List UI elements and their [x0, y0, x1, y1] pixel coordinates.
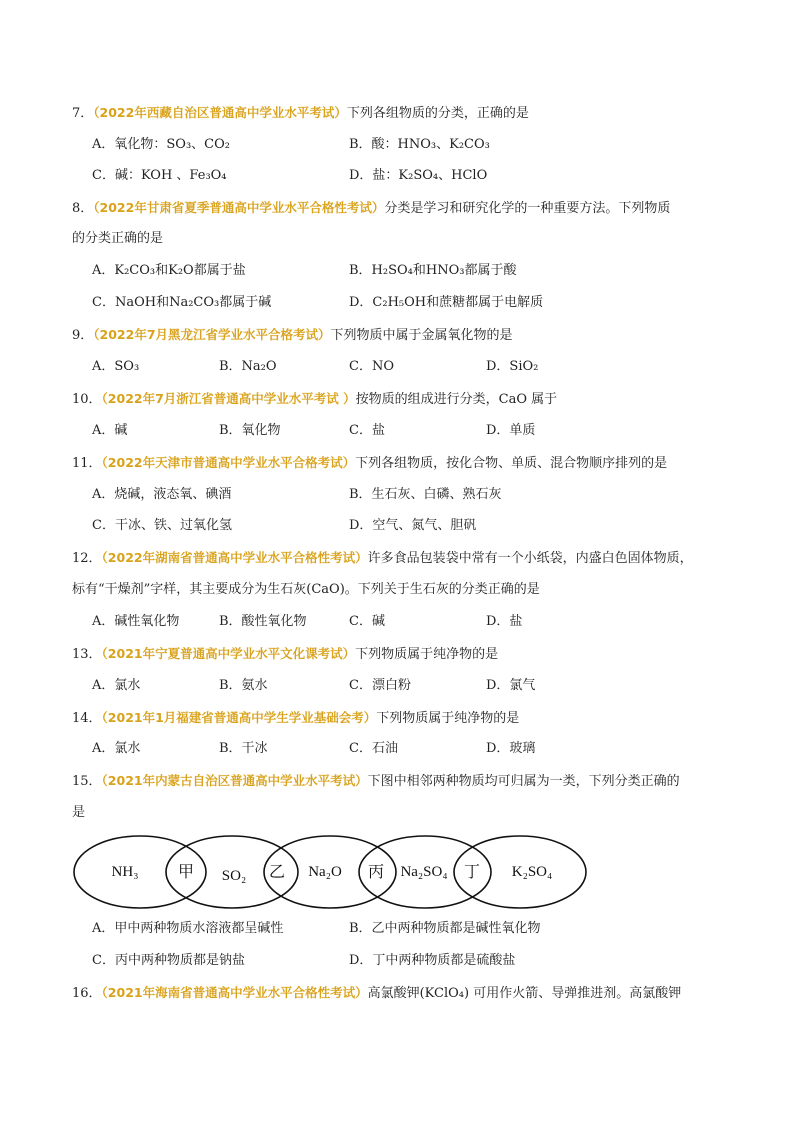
substance-label: SO₂: [221, 868, 247, 884]
question-source: （2022年西藏自治区普通高中学业水平考试）: [93, 105, 347, 120]
option-c: C．干冰、铁、过氧化氢: [92, 518, 232, 533]
option-b: B．酸性氧化物: [219, 614, 307, 629]
substance-label: NH₃: [111, 864, 139, 880]
option-b: B．生石灰、白磷、熟石灰: [349, 487, 502, 502]
overlap-label: 丁: [463, 864, 481, 881]
option-c: C．漂白粉: [349, 678, 411, 693]
option-d: D．单质: [486, 423, 536, 438]
option-a: A．碱: [92, 423, 128, 438]
question-source: （2022年7月黑龙江省学业水平合格考试）: [93, 327, 331, 342]
option-b: B．氨水: [219, 678, 268, 693]
question-source: （2022年湖南省普通高中学业水平合格性考试）: [101, 550, 368, 565]
question-stem: 下列物质属于纯净物的是: [355, 647, 499, 662]
question-number: 11．: [72, 456, 102, 471]
question-number: 7．: [72, 106, 94, 121]
overlap-label: 丙: [367, 864, 385, 881]
option-b: B．H₂SO₄和HNO₃都属于酸: [349, 263, 517, 278]
option-d: D．空气、氮气、胆矾: [349, 518, 477, 533]
question-stem: 下列各组物质，按化合物、单质、混合物顺序排列的是: [355, 456, 668, 471]
overlap-label: 乙: [268, 864, 286, 881]
question-number: 16．: [72, 986, 102, 1001]
question-15: [72, 772, 680, 791]
substance-label: K₂SO₄: [511, 864, 553, 880]
question-stem-continued: 是: [72, 805, 86, 820]
substance-label: Na₂O: [308, 864, 342, 880]
question-stem: 下列物质中属于金属氧化物的是: [330, 328, 513, 343]
option-a: A．氯水: [92, 741, 141, 756]
question-stem-continued: 的分类正确的是: [72, 231, 164, 246]
option-d: D．玻璃: [486, 741, 536, 756]
option-d: D．C₂H₅OH和蔗糖都属于电解质: [349, 295, 544, 310]
question-16: [72, 984, 681, 1003]
question-9: [72, 326, 513, 345]
question-number: 14．: [72, 711, 102, 726]
question-10: [72, 390, 557, 409]
question-12: [72, 549, 693, 568]
substance-label: Na₂SO₄: [400, 864, 448, 880]
question-source: （2022年天津市普通高中学业水平合格考试）: [101, 455, 356, 470]
question-stem: 下列物质属于纯净物的是: [376, 711, 520, 726]
option-b: B．干冰: [219, 741, 268, 756]
option-d: D．SiO₂: [486, 359, 539, 374]
option-c: C．石油: [349, 741, 398, 756]
question-14: [72, 709, 519, 728]
question-stem: 许多食品包装袋中常有一个小纸袋，内盛白色固体物质，: [367, 551, 693, 566]
option-a: A．SO₃: [92, 359, 140, 374]
question-number: 12．: [72, 551, 102, 566]
question-source: （2021年海南省普通高中学业水平合格性考试）: [101, 985, 368, 1000]
option-a: A．氯水: [92, 678, 141, 693]
option-a: A．碱性氧化物: [92, 614, 180, 629]
option-d: D．氯气: [486, 678, 536, 693]
option-c: C．盐: [349, 423, 385, 438]
option-b: B．酸：HNO₃、K₂CO₃: [349, 137, 490, 152]
question-13: [72, 645, 498, 664]
classification-diagram: [70, 833, 590, 913]
question-number: 15．: [72, 774, 102, 789]
option-b: B．乙中两种物质都是碱性氧化物: [349, 921, 541, 936]
option-d: D．丁中两种物质都是硫酸盐: [349, 953, 516, 968]
question-7: [72, 104, 529, 123]
option-c: C．NaOH和Na₂CO₃都属于碱: [92, 295, 272, 310]
question-stem: 下图中相邻两种物质均可归属为一类，下列分类正确的: [367, 774, 680, 789]
question-stem: 下列各组物质的分类，正确的是: [346, 106, 529, 121]
question-stem: 高氯酸钾(KClO₄) 可用作火箭、导弹推进剂。高氯酸钾: [367, 986, 682, 1001]
overlap-label: 甲: [177, 864, 195, 881]
question-number: 8．: [72, 201, 94, 216]
question-source: （2021年宁夏普通高中学业水平文化课考试）: [101, 646, 356, 661]
option-d: D．盐：K₂SO₄、HClO: [349, 168, 488, 183]
question-8: [72, 199, 670, 218]
option-a: A．氧化物：SO₃、CO₂: [92, 137, 230, 152]
option-c: C．碱：KOH 、Fe₃O₄: [92, 168, 227, 183]
option-c: C．碱: [349, 614, 385, 629]
option-b: B．Na₂O: [219, 359, 277, 374]
question-stem-continued: 标有“干燥剂”字样，其主要成分为生石灰(CaO)。下列关于生石灰的分类正确的是: [72, 582, 540, 597]
question-stem: 按物质的组成进行分类，CaO 属于: [355, 392, 558, 407]
question-source: （2022年甘肃省夏季普通高中学业水平合格性考试）: [93, 200, 385, 215]
option-a: A．甲中两种物质水溶液都呈碱性: [92, 921, 284, 936]
option-a: A．烧碱，液态氧、碘酒: [92, 487, 232, 502]
question-number: 10．: [72, 392, 102, 407]
question-stem: 分类是学习和研究化学的一种重要方法。下列物质: [384, 201, 671, 216]
option-c: C．NO: [349, 359, 394, 374]
option-d: D．盐: [486, 614, 523, 629]
question-11: [72, 454, 667, 473]
option-a: A．K₂CO₃和K₂O都属于盐: [92, 263, 246, 278]
question-number: 13．: [72, 647, 102, 662]
question-source: （2021年1月福建省普通高中学生学业基础会考）: [101, 710, 377, 725]
option-b: B．氧化物: [219, 423, 281, 438]
question-source: （2022年7月浙江省普通高中学业水平考试 ）: [101, 391, 356, 406]
question-source: （2021年内蒙古自治区普通高中学业水平考试）: [101, 773, 368, 788]
question-number: 9．: [72, 328, 94, 343]
option-c: C．丙中两种物质都是钠盐: [92, 953, 245, 968]
